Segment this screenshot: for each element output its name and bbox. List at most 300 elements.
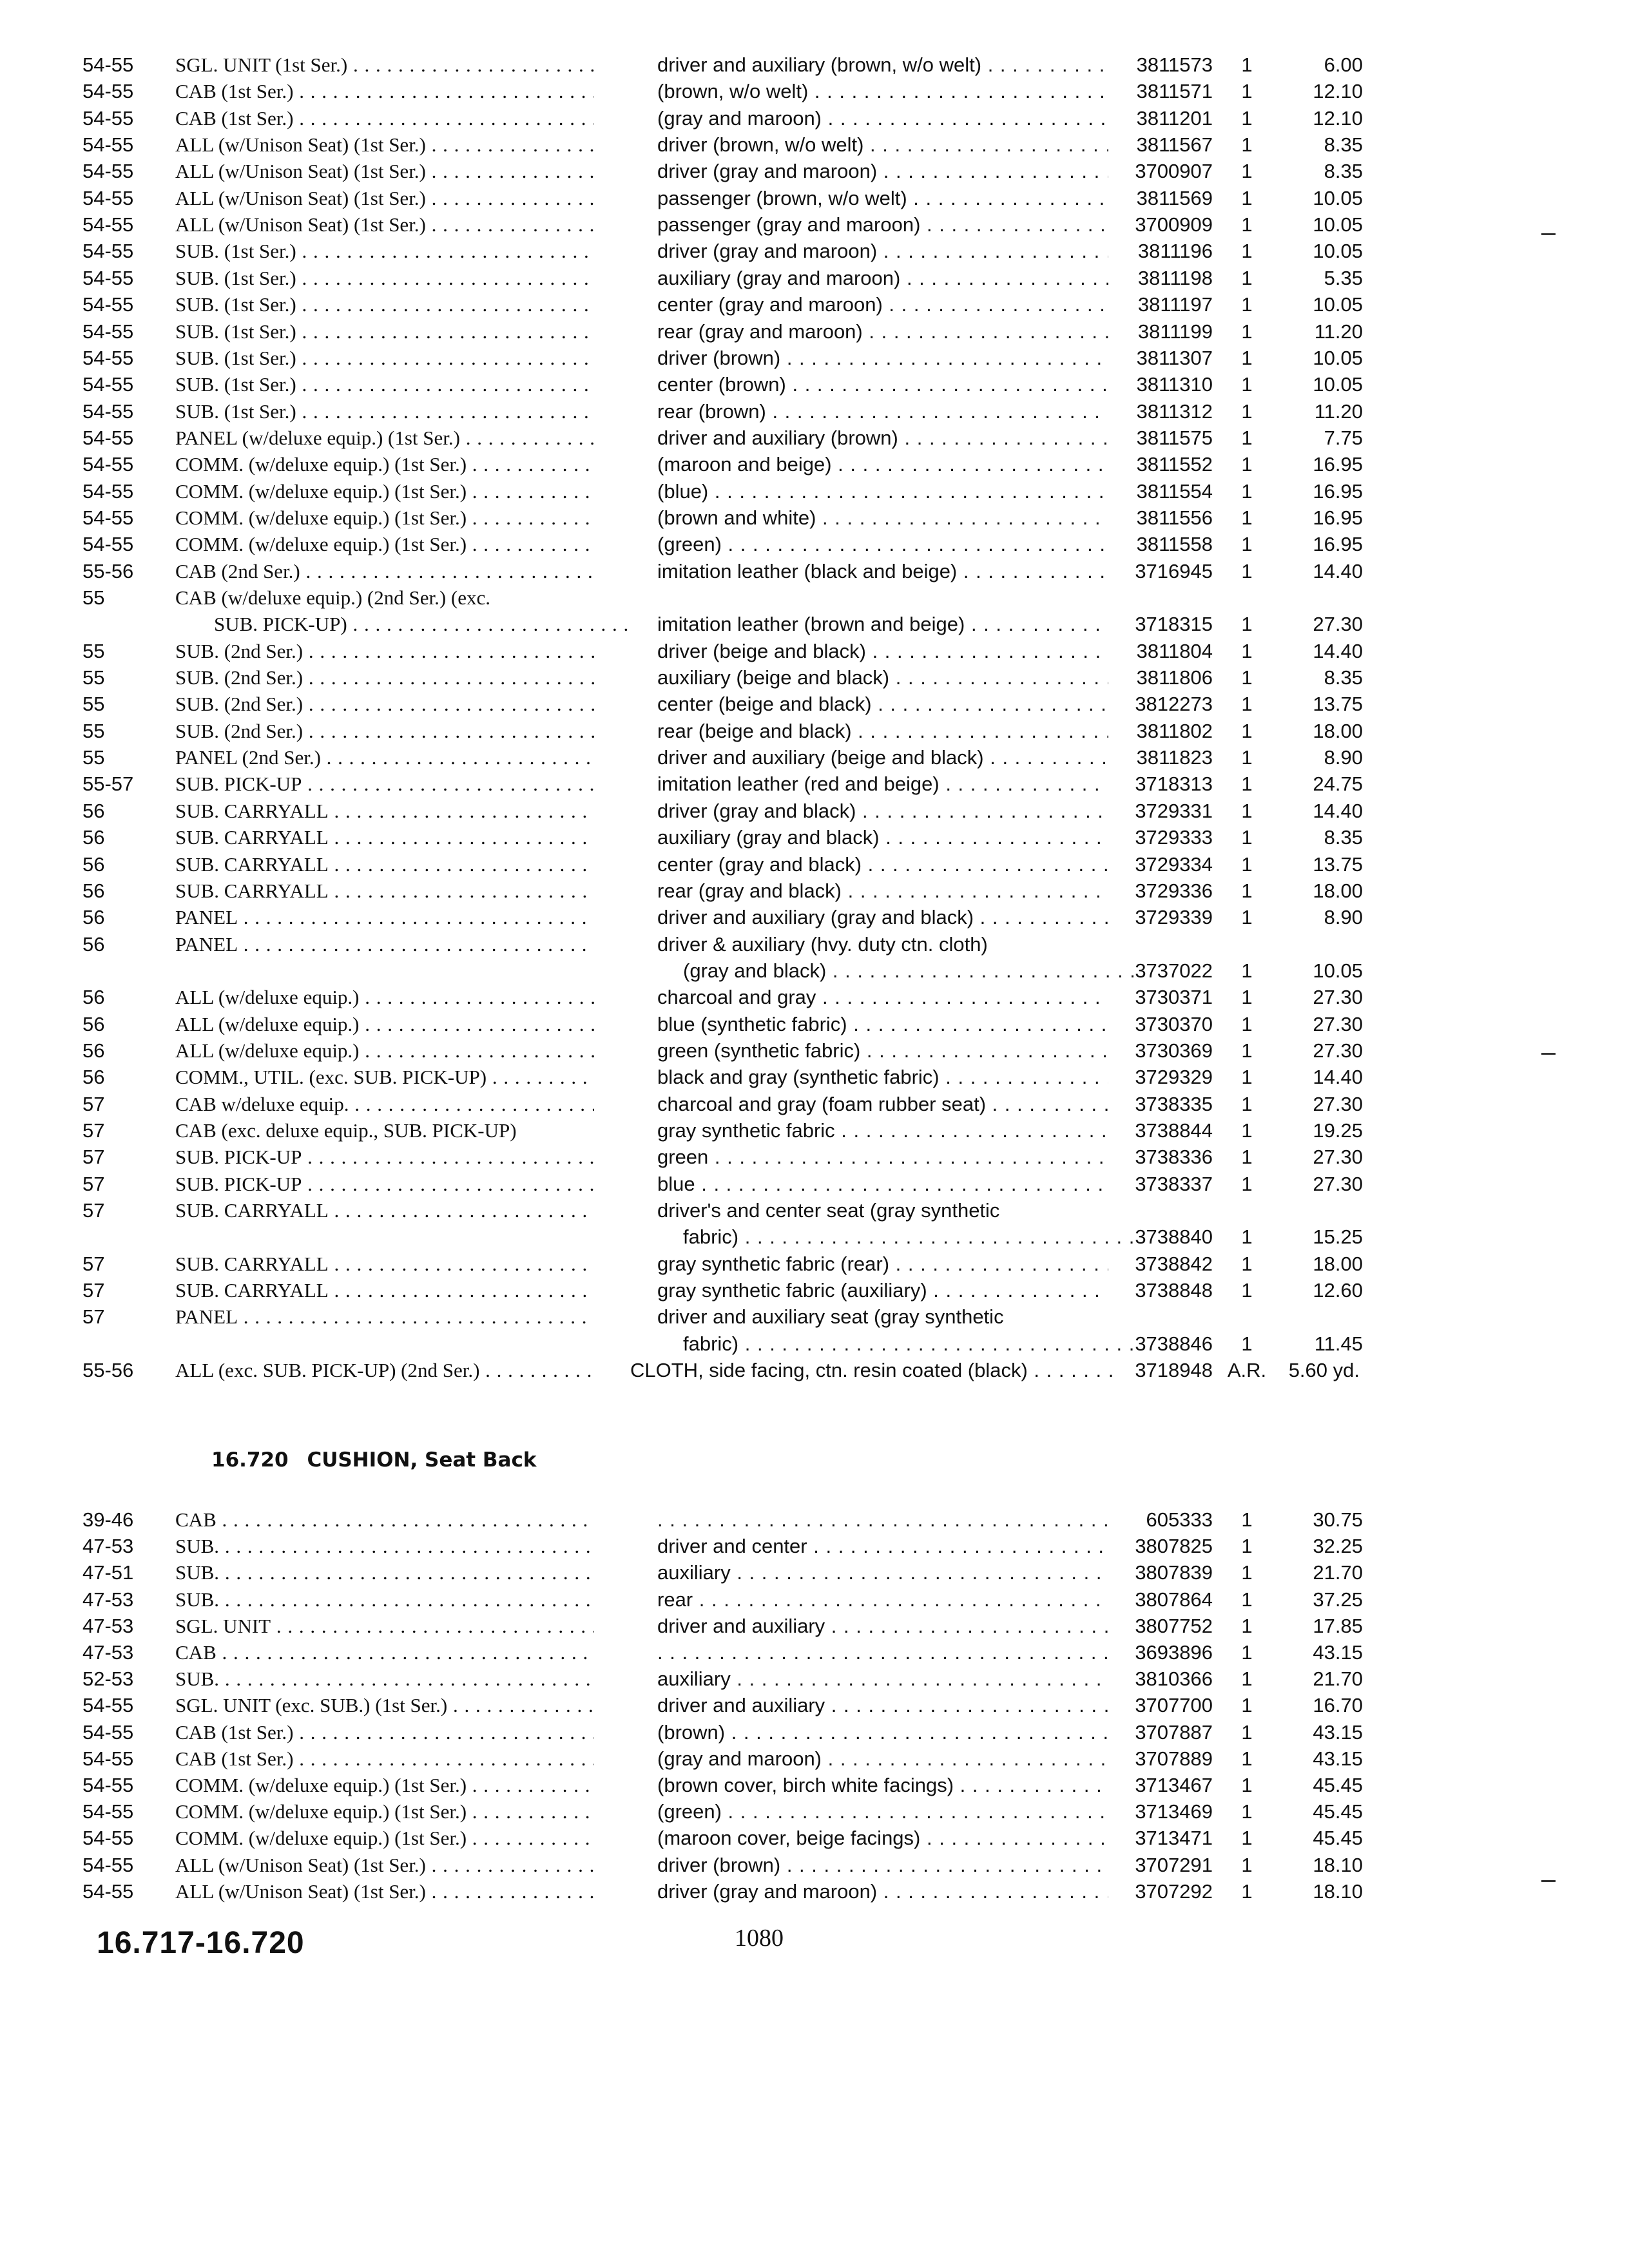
quantity: 1 xyxy=(1241,773,1253,796)
quantity: 1 xyxy=(1241,453,1253,476)
description: driver (brown, w/o welt) . . . xyxy=(657,131,1108,159)
price: 16.70 xyxy=(1313,1694,1363,1717)
model-name: CAB (1st Ser.) . . . xyxy=(175,1745,594,1773)
quantity: 1 xyxy=(1241,1012,1253,1035)
part-number: 3811806 xyxy=(1136,666,1213,689)
price: 32.25 xyxy=(1313,1535,1363,1558)
part-number: 3811312 xyxy=(1136,399,1213,423)
model-name: COMM. (w/deluxe equip.) (1st Ser.) . . . xyxy=(175,531,594,558)
table-row xyxy=(0,638,1629,665)
description: driver (gray and black) . . . xyxy=(657,798,1108,825)
table-row xyxy=(0,505,1629,532)
quantity: 1 xyxy=(1241,1119,1253,1142)
price: 16.95 xyxy=(1313,506,1363,529)
price: 10.05 xyxy=(1313,213,1363,236)
model-name: PANEL . . . xyxy=(175,904,594,931)
description: auxiliary . . . xyxy=(657,1559,1108,1586)
price: 27.30 xyxy=(1313,613,1363,636)
table-row xyxy=(0,798,1629,825)
quantity: 1 xyxy=(1241,399,1253,423)
year-range: 54-55 xyxy=(82,1879,134,1903)
price: 27.30 xyxy=(1313,986,1363,1009)
description: (gray and maroon) . . . xyxy=(657,105,1108,132)
year-range: 56 xyxy=(82,1012,105,1035)
quantity: 1 xyxy=(1241,160,1253,183)
part-number: 3707291 xyxy=(1135,1853,1213,1876)
part-number: 3811554 xyxy=(1136,479,1213,503)
year-range: 56 xyxy=(82,826,105,849)
quantity: 1 xyxy=(1241,719,1253,742)
table-row xyxy=(0,1772,1629,1799)
quantity: 1 xyxy=(1241,1800,1253,1823)
description: driver's and center seat (gray synthetic xyxy=(657,1199,1000,1222)
part-number: 3707887 xyxy=(1135,1720,1213,1744)
price: 11.45 xyxy=(1314,1332,1363,1355)
description: driver and auxiliary seat (gray synthetic xyxy=(657,1305,1004,1329)
table-row xyxy=(0,878,1629,905)
description: auxiliary (gray and maroon) . . . xyxy=(657,265,1108,292)
model-name: ALL (w/Unison Seat) (1st Ser.) . . . xyxy=(175,131,594,159)
description: rear (gray and maroon) . . . xyxy=(657,318,1108,345)
year-range: 55 xyxy=(82,666,105,689)
quantity: 1 xyxy=(1241,1667,1253,1691)
table-row xyxy=(0,664,1629,691)
year-range: 56 xyxy=(82,1066,105,1089)
table-row xyxy=(0,1251,1629,1278)
price: 37.25 xyxy=(1313,1588,1363,1611)
model-name: SUB. PICK-UP) . . . xyxy=(175,611,633,638)
quantity: 1 xyxy=(1241,1279,1253,1302)
description: center (brown) . . . xyxy=(657,371,1108,398)
description: imitation leather (brown and beige) . . . xyxy=(657,611,1108,638)
description: driver and auxiliary . . . xyxy=(657,1613,1108,1640)
year-range: 54-55 xyxy=(82,293,134,316)
year-range: 54-55 xyxy=(82,506,134,529)
table-row xyxy=(0,984,1629,1011)
price: 10.05 xyxy=(1313,373,1363,396)
model-name: SUB. PICK-UP . . . xyxy=(175,1144,594,1171)
price: 8.35 xyxy=(1324,666,1363,689)
year-range: 47-53 xyxy=(82,1535,134,1558)
model-name: SUB. (2nd Ser.) . . . xyxy=(175,718,594,745)
description: driver (gray and maroon) . . . xyxy=(657,1878,1108,1905)
quantity: 1 xyxy=(1241,959,1253,982)
description: gray synthetic fabric . . . xyxy=(657,1117,1108,1144)
table-row xyxy=(0,265,1629,292)
price: 17.85 xyxy=(1313,1614,1363,1637)
table-row xyxy=(0,691,1629,718)
part-number: 3730370 xyxy=(1135,1012,1213,1035)
part-number: 3811571 xyxy=(1136,80,1213,103)
description: passenger (brown, w/o welt) . . . xyxy=(657,185,1108,212)
table-row xyxy=(0,771,1629,798)
price: 18.00 xyxy=(1313,719,1363,742)
table-row xyxy=(0,611,1629,638)
model-name: ALL (w/Unison Seat) (1st Ser.) . . . xyxy=(175,185,594,212)
description: (brown and white) . . . xyxy=(657,505,1108,532)
year-range: 54-55 xyxy=(82,426,134,449)
year-range: 54-55 xyxy=(82,1800,134,1823)
price: 21.70 xyxy=(1313,1667,1363,1691)
table-row xyxy=(0,1357,1629,1384)
model-name: SUB. CARRYALL . . . xyxy=(175,878,594,905)
quantity: 1 xyxy=(1241,479,1253,503)
price: 14.40 xyxy=(1313,559,1363,582)
price: 16.95 xyxy=(1313,533,1363,556)
description: driver (gray and maroon) . . . xyxy=(657,238,1108,265)
table-row xyxy=(0,158,1629,185)
part-number: 3738844 xyxy=(1135,1119,1213,1142)
part-number: 3713471 xyxy=(1135,1827,1213,1850)
quantity: 1 xyxy=(1241,1332,1253,1355)
table-row xyxy=(0,318,1629,345)
price: 11.20 xyxy=(1314,399,1363,423)
year-range: 54-55 xyxy=(82,53,134,76)
year-range: 57 xyxy=(82,1146,105,1169)
margin-mark xyxy=(1541,1880,1556,1882)
model-name: SUB. . . . xyxy=(175,1559,594,1586)
description: center (gray and maroon) . . . xyxy=(657,291,1108,318)
part-number: 3713469 xyxy=(1135,1800,1213,1823)
model-name: COMM., UTIL. (exc. SUB. PICK-UP) . . . xyxy=(175,1064,594,1091)
quantity: 1 xyxy=(1241,293,1253,316)
year-range: 52-53 xyxy=(82,1667,134,1691)
year-range: 57 xyxy=(82,1252,105,1275)
description: driver and center . . . xyxy=(657,1533,1108,1560)
part-number: 3807839 xyxy=(1135,1561,1213,1584)
part-number: 3718315 xyxy=(1135,613,1213,636)
price: 10.05 xyxy=(1313,186,1363,209)
quantity: 1 xyxy=(1241,852,1253,876)
price: 27.30 xyxy=(1313,1039,1363,1062)
quantity: 1 xyxy=(1241,906,1253,929)
price: 13.75 xyxy=(1313,693,1363,716)
part-number: 3729333 xyxy=(1135,826,1213,849)
table-row xyxy=(0,1171,1629,1198)
part-number: 3713467 xyxy=(1135,1774,1213,1796)
year-range: 54-55 xyxy=(82,1774,134,1796)
quantity: 1 xyxy=(1241,559,1253,582)
year-range: 54-55 xyxy=(82,453,134,476)
year-range: 54-55 xyxy=(82,106,134,130)
quantity: 1 xyxy=(1241,1225,1253,1249)
description: auxiliary . . . xyxy=(657,1666,1108,1693)
description: driver (beige and black) . . . xyxy=(657,638,1108,665)
price: 10.05 xyxy=(1313,240,1363,263)
description: blue (synthetic fabric) . . . xyxy=(657,1011,1108,1038)
quantity: 1 xyxy=(1241,613,1253,636)
table-row xyxy=(0,1692,1629,1719)
price: 12.10 xyxy=(1313,80,1363,103)
table-row xyxy=(0,1117,1629,1144)
table-row xyxy=(0,558,1629,585)
price: 27.30 xyxy=(1313,1092,1363,1115)
table-row xyxy=(0,1144,1629,1171)
quantity: 1 xyxy=(1241,186,1253,209)
price: 12.10 xyxy=(1313,106,1363,130)
table-row xyxy=(0,1331,1629,1358)
quantity: 1 xyxy=(1241,1561,1253,1584)
year-range: 56 xyxy=(82,799,105,822)
table-row xyxy=(0,52,1629,79)
price: 10.05 xyxy=(1313,346,1363,369)
description: driver and auxiliary (brown) . . . xyxy=(657,425,1108,452)
table-row xyxy=(0,1011,1629,1038)
price: 30.75 xyxy=(1313,1508,1363,1531)
model-name: CAB (exc. deluxe equip., SUB. PICK-UP) xyxy=(175,1119,517,1142)
model-name: CAB . . . xyxy=(175,1506,594,1533)
quantity: 1 xyxy=(1241,1853,1253,1876)
year-range: 54-55 xyxy=(82,346,134,369)
year-range: 55 xyxy=(82,639,105,662)
description: rear (gray and black) . . . xyxy=(657,878,1108,905)
description: green (synthetic fabric) . . . xyxy=(657,1037,1108,1064)
quantity: 1 xyxy=(1241,213,1253,236)
table-row xyxy=(0,1559,1629,1586)
quantity: 1 xyxy=(1241,1066,1253,1089)
description: black and gray (synthetic fabric) . . . xyxy=(657,1064,1108,1091)
part-number: 3738846 xyxy=(1135,1332,1213,1355)
quantity: 1 xyxy=(1241,506,1253,529)
quantity: 1 xyxy=(1241,1827,1253,1850)
description: (maroon and beige) . . . xyxy=(657,451,1108,478)
price: 5.35 xyxy=(1324,266,1363,289)
year-range: 47-51 xyxy=(82,1561,134,1584)
model-name: SUB. PICK-UP . . . xyxy=(175,771,594,798)
part-number: 3811556 xyxy=(1136,506,1213,529)
model-name: SUB. (2nd Ser.) . . . xyxy=(175,664,594,691)
model-name: SUB. (1st Ser.) . . . xyxy=(175,371,594,398)
year-range: 57 xyxy=(82,1092,105,1115)
model-name: CAB (w/deluxe equip.) (2nd Ser.) (exc. xyxy=(175,586,490,609)
description: green . . . xyxy=(657,1144,1108,1171)
description: fabric) . . . xyxy=(657,1224,1134,1251)
model-name: SUB. PICK-UP . . . xyxy=(175,1171,594,1198)
quantity: 1 xyxy=(1241,320,1253,343)
model-name: COMM. (w/deluxe equip.) (1st Ser.) . . . xyxy=(175,478,594,505)
quantity: 1 xyxy=(1241,1252,1253,1275)
price: 16.95 xyxy=(1313,479,1363,503)
quantity: 1 xyxy=(1241,346,1253,369)
part-number: 3811823 xyxy=(1136,746,1213,769)
price: 18.00 xyxy=(1313,1252,1363,1275)
table-row xyxy=(0,957,1629,985)
year-range: 54-55 xyxy=(82,213,134,236)
table-row xyxy=(0,584,1629,611)
description: (gray and maroon) . . . xyxy=(657,1745,1108,1773)
model-name: SUB. CARRYALL . . . xyxy=(175,824,594,851)
part-number: 3718948 xyxy=(1135,1359,1213,1382)
description: gray synthetic fabric (rear) . . . xyxy=(657,1251,1108,1278)
quantity: 1 xyxy=(1241,1172,1253,1195)
part-number: 3718313 xyxy=(1135,773,1213,796)
model-name: COMM. (w/deluxe equip.) (1st Ser.) . . . xyxy=(175,451,594,478)
model-name: ALL (w/deluxe equip.) . . . xyxy=(175,984,594,1011)
part-number: 3716945 xyxy=(1135,559,1213,582)
margin-mark xyxy=(1541,1053,1556,1055)
table-row xyxy=(0,1852,1629,1879)
table-row xyxy=(0,718,1629,745)
model-name: SUB. . . . xyxy=(175,1666,594,1693)
price: 45.45 xyxy=(1313,1774,1363,1796)
year-range: 57 xyxy=(82,1172,105,1195)
quantity: 1 xyxy=(1241,879,1253,902)
table-row xyxy=(0,291,1629,318)
model-name: ALL (w/Unison Seat) (1st Ser.) . . . xyxy=(175,211,594,238)
page-number: 1080 xyxy=(735,1925,784,1952)
model-name: COMM. (w/deluxe equip.) (1st Ser.) . . . xyxy=(175,1798,594,1825)
table-row xyxy=(0,1666,1629,1693)
table-row xyxy=(0,1825,1629,1852)
table-row xyxy=(0,105,1629,132)
quantity: 1 xyxy=(1241,1614,1253,1637)
model-name: PANEL (w/deluxe equip.) (1st Ser.) . . . xyxy=(175,425,594,452)
model-name: ALL (exc. SUB. PICK-UP) (2nd Ser.) . . . xyxy=(175,1357,594,1384)
model-name: PANEL (2nd Ser.) . . . xyxy=(175,744,594,771)
table-row xyxy=(0,185,1629,212)
quantity: 1 xyxy=(1241,986,1253,1009)
year-range: 54-55 xyxy=(82,1747,134,1770)
year-range: 54-55 xyxy=(82,1853,134,1876)
part-number: 3707889 xyxy=(1135,1747,1213,1770)
model-name: CAB w/deluxe equip. . . . xyxy=(175,1091,594,1118)
description: charcoal and gray . . . xyxy=(657,984,1108,1011)
table-row xyxy=(0,824,1629,851)
model-name: ALL (w/Unison Seat) (1st Ser.) . . . xyxy=(175,158,594,185)
description: (green) . . . xyxy=(657,531,1108,558)
part-number: 3811196 xyxy=(1137,240,1213,263)
description xyxy=(657,1506,1108,1533)
part-number: 3700909 xyxy=(1135,213,1213,236)
year-range: 54-55 xyxy=(82,399,134,423)
model-name: SUB. (1st Ser.) . . . xyxy=(175,318,594,345)
table-row xyxy=(0,1303,1629,1331)
model-name: SUB. (2nd Ser.) . . . xyxy=(175,691,594,718)
quantity: 1 xyxy=(1241,80,1253,103)
quantity: 1 xyxy=(1241,1508,1253,1531)
year-range: 55-57 xyxy=(82,773,134,796)
price: 15.25 xyxy=(1313,1225,1363,1249)
price: 19.25 xyxy=(1313,1119,1363,1142)
model-name: ALL (w/Unison Seat) (1st Ser.) . . . xyxy=(175,1878,594,1905)
part-number: 3811569 xyxy=(1136,186,1213,209)
part-number: 3811552 xyxy=(1136,453,1213,476)
quantity: 1 xyxy=(1241,1039,1253,1062)
model-name: SUB. (1st Ser.) . . . xyxy=(175,291,594,318)
year-range: 47-53 xyxy=(82,1588,134,1611)
year-range: 57 xyxy=(82,1279,105,1302)
year-range: 39-46 xyxy=(82,1508,134,1531)
section-number: 16.720 xyxy=(211,1448,289,1472)
quantity: 1 xyxy=(1241,373,1253,396)
part-number: 3730371 xyxy=(1135,986,1213,1009)
price: 8.90 xyxy=(1324,906,1363,929)
year-range: 55 xyxy=(82,693,105,716)
year-range: 57 xyxy=(82,1305,105,1329)
description: gray synthetic fabric (auxiliary) . . . xyxy=(657,1277,1108,1304)
model-name: SGL. UNIT . . . xyxy=(175,1613,594,1640)
description: fabric) . . . xyxy=(657,1331,1134,1358)
table-row xyxy=(0,425,1629,452)
part-number: 3729331 xyxy=(1135,799,1213,822)
price: 6.00 xyxy=(1324,53,1363,76)
model-name: SUB. . . . xyxy=(175,1533,594,1560)
price: 24.75 xyxy=(1313,773,1363,796)
table-row xyxy=(0,131,1629,159)
year-range: 56 xyxy=(82,906,105,929)
description xyxy=(657,1639,1108,1666)
model-name: SUB. CARRYALL . . . xyxy=(175,1197,594,1224)
model-name: CAB (2nd Ser.) . . . xyxy=(175,558,594,585)
part-number: 3811310 xyxy=(1136,373,1213,396)
year-range: 54-55 xyxy=(82,80,134,103)
part-number: 3738336 xyxy=(1135,1146,1213,1169)
description: (gray and black) . . . xyxy=(657,957,1134,985)
description: driver (brown) . . . xyxy=(657,345,1108,372)
part-number: 3700907 xyxy=(1135,160,1213,183)
table-row xyxy=(0,904,1629,931)
description: rear (beige and black) . . . xyxy=(657,718,1108,745)
year-range: 54-55 xyxy=(82,160,134,183)
year-range: 47-53 xyxy=(82,1614,134,1637)
description: driver and auxiliary . . . xyxy=(657,1692,1108,1719)
description: driver & auxiliary (hvy. duty ctn. cloth) xyxy=(657,932,988,956)
table-row xyxy=(0,451,1629,478)
part-number: 605333 xyxy=(1146,1508,1213,1531)
part-number: 3811199 xyxy=(1137,320,1213,343)
price: 43.15 xyxy=(1313,1747,1363,1770)
price: 18.10 xyxy=(1313,1853,1363,1876)
table-row xyxy=(0,78,1629,105)
part-number: 3807864 xyxy=(1135,1588,1213,1611)
model-name: SUB. (1st Ser.) . . . xyxy=(175,265,594,292)
year-range: 55-56 xyxy=(82,559,134,582)
price: 8.35 xyxy=(1324,160,1363,183)
description: driver and auxiliary (brown, w/o welt) . . . xyxy=(657,52,1108,79)
model-name: ALL (w/deluxe equip.) . . . xyxy=(175,1037,594,1064)
part-number: 3811567 xyxy=(1136,133,1213,157)
quantity: 1 xyxy=(1241,1694,1253,1717)
table-row xyxy=(0,398,1629,425)
quantity: 1 xyxy=(1241,1747,1253,1770)
table-row xyxy=(0,371,1629,398)
quantity: 1 xyxy=(1241,666,1253,689)
year-range: 57 xyxy=(82,1199,105,1222)
quantity: 1 xyxy=(1241,1774,1253,1796)
model-name: SGL. UNIT (1st Ser.) . . . xyxy=(175,52,594,79)
price: 21.70 xyxy=(1313,1561,1363,1584)
model-name: COMM. (w/deluxe equip.) (1st Ser.) . . . xyxy=(175,1825,594,1852)
year-range: 54-55 xyxy=(82,266,134,289)
part-number: 3738335 xyxy=(1135,1092,1213,1115)
description: imitation leather (black and beige) . . . xyxy=(657,558,1108,585)
part-number: 3729339 xyxy=(1135,906,1213,929)
quantity: 1 xyxy=(1241,533,1253,556)
price: 27.30 xyxy=(1313,1172,1363,1195)
part-number: 3730369 xyxy=(1135,1039,1213,1062)
description: driver and auxiliary (gray and black) . . . xyxy=(657,904,1108,931)
quantity: 1 xyxy=(1241,1879,1253,1903)
table-row xyxy=(0,1798,1629,1825)
price: 27.30 xyxy=(1313,1012,1363,1035)
table-row xyxy=(0,744,1629,771)
year-range: 47-53 xyxy=(82,1641,134,1664)
price: 12.60 xyxy=(1313,1279,1363,1302)
description: center (beige and black) . . . xyxy=(657,691,1108,718)
model-name: PANEL . . . xyxy=(175,1303,594,1331)
table-row xyxy=(0,851,1629,878)
model-name: SUB. (2nd Ser.) . . . xyxy=(175,638,594,665)
